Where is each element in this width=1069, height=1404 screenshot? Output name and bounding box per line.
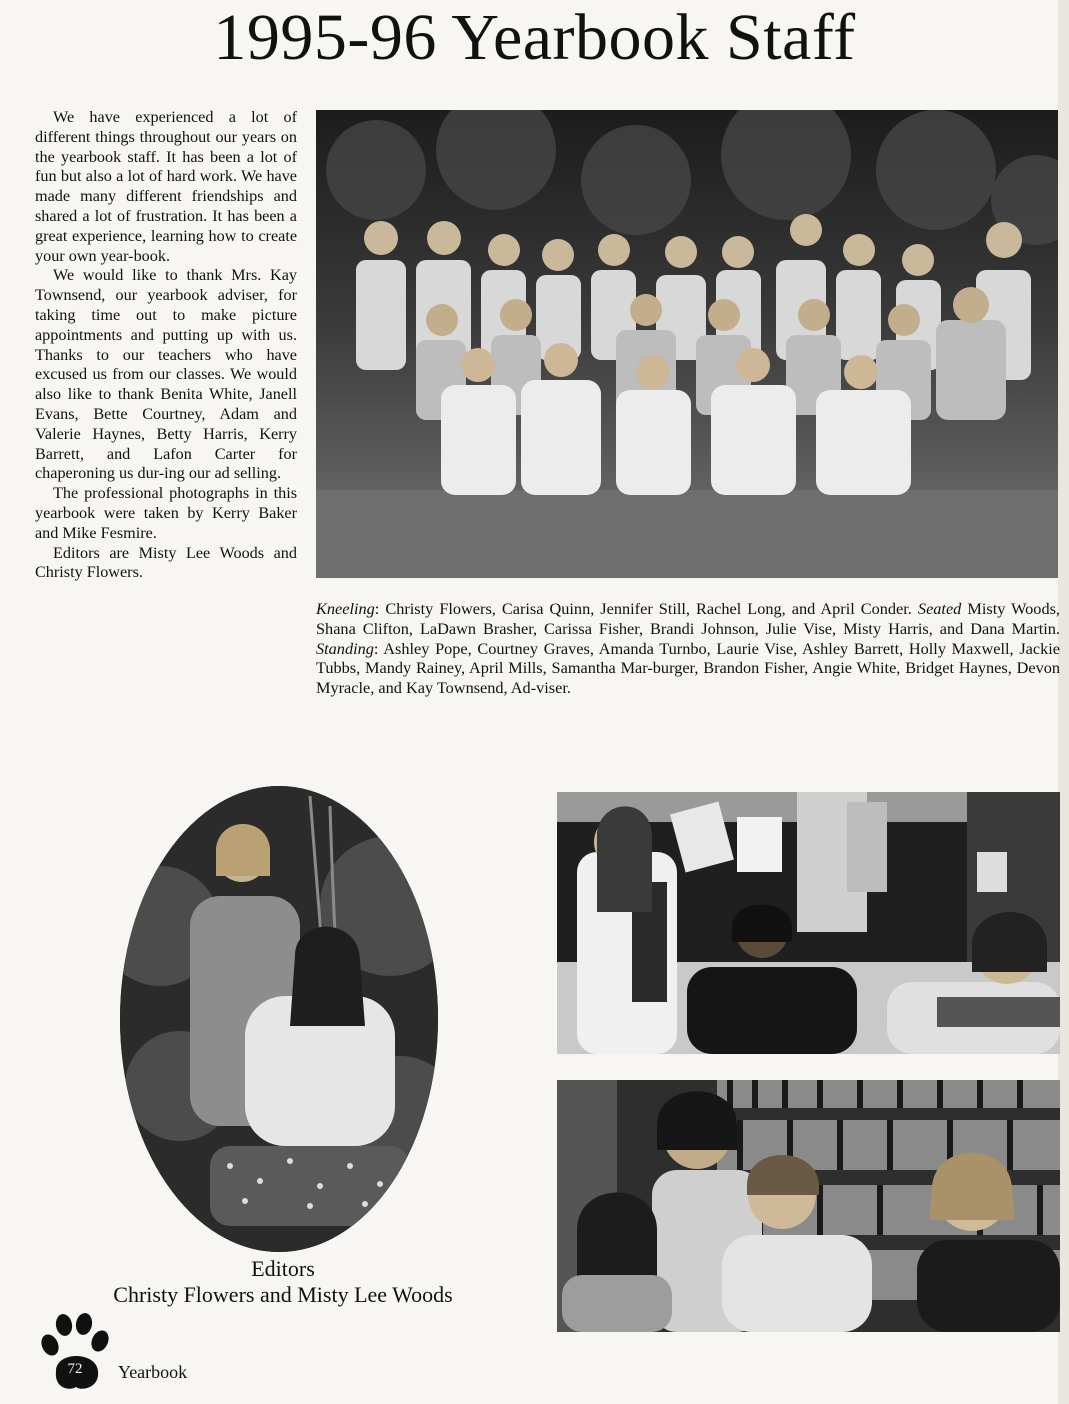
group-photo [316, 110, 1058, 578]
editors-caption-names: Christy Flowers and Misty Lee Woods [113, 1282, 453, 1307]
group-photo-caption [316, 599, 1060, 698]
page-number: 72 [67, 1361, 83, 1377]
library-photo-image [557, 1080, 1060, 1332]
page-title: 1995-96 Yearbook Staff [213, 1, 856, 74]
editors-caption-title: Editors [251, 1256, 315, 1281]
caption-standing-names: : Ashley Pope, Courtney Graves, Amanda Turnbo, Laurie Vise, Ashley Barrett, Holly Maxwell, Jackie Tubbs, Mandy Rainey, April Mills, Samantha Mar-burger, Brandon Fisher, Angie White, Bridget Haynes, Devon Myracle, and Kay Townsend, Ad-viser. [316, 638, 1060, 698]
caption-seated-label: Seated [917, 599, 962, 618]
intro-paragraph: Editors are Misty Lee Woods and Christy Flowers. [35, 543, 297, 582]
editors-portrait-image [120, 786, 438, 1252]
caption-standing-label: Standing [316, 638, 374, 658]
library-photo [557, 1080, 1060, 1332]
editors-portrait [120, 786, 438, 1252]
section-label: Yearbook [118, 1362, 188, 1382]
classroom-photo-image [557, 792, 1060, 1054]
group-photo-image [316, 110, 1058, 578]
intro-text [35, 108, 297, 583]
classroom-photo [557, 792, 1060, 1054]
caption-kneeling-label: Kneeling [316, 599, 375, 618]
editors-caption [60, 1256, 506, 1308]
caption-kneeling-names: : Christy Flowers, Carisa Quinn, Jennifer Still, Rachel Long, and April Conder. [374, 599, 918, 618]
intro-paragraph: We have experienced a lot of different things throughout our years on the yearbook staff. It has been a lot of fun but also a lot of hard work. We have made many different friendships and shared a lot of frustration. It has been a great experience, learning how to create your own year-book. [35, 108, 297, 265]
intro-paragraph: We would like to thank Mrs. Kay Townsend, our yearbook adviser, for taking time out to make picture appointments and putting up with us. Thanks to our teachers who have excused us from our classes. We would also like to thank Benita White, Janell Evans, Bette Courtney, Adam and Valerie Haynes, Betty Harris, Kerry Barrett, and Lafon Carter for chaperoning us dur-ing our ad selling. [35, 266, 297, 483]
paw-print-icon [36, 1313, 116, 1393]
caption-seated-names: Misty Woods, Shana Clifton, LaDawn Brasher, Carissa Fisher, Brandi Johnson, Julie Vise, Misty Harris, and Dana Martin. [316, 599, 1060, 638]
intro-paragraph: The professional photographs in this yearbook were taken by Kerry Baker and Mike Fesmire. [35, 484, 297, 542]
